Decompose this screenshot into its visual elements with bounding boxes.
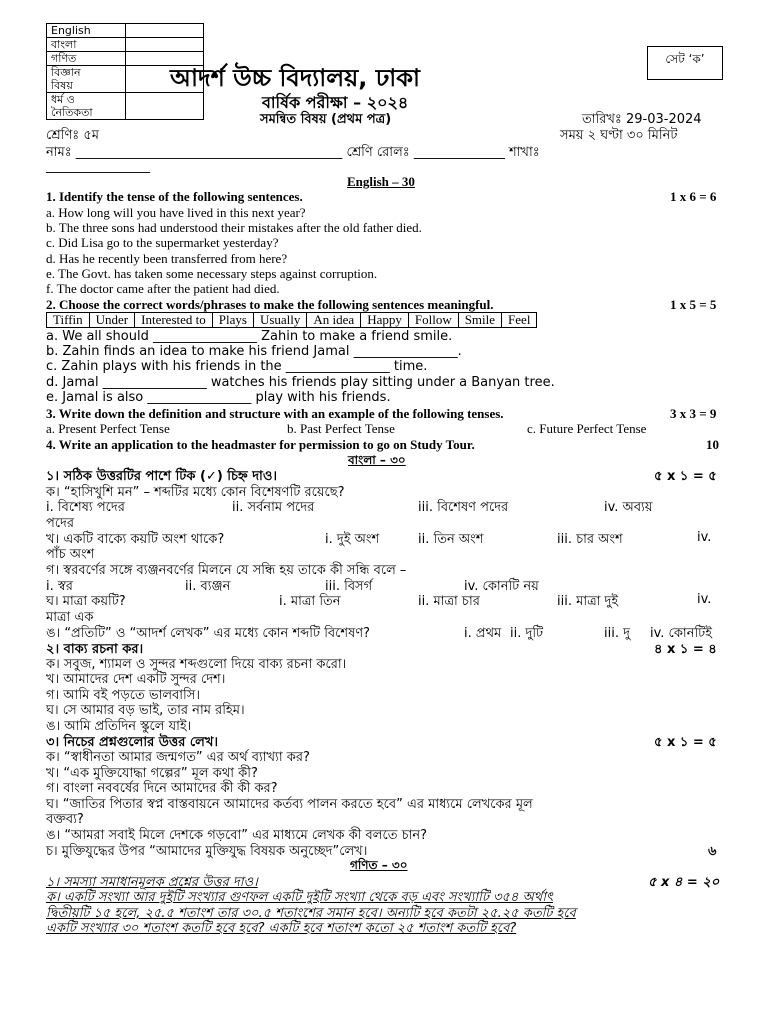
subject-label: ধর্ম ও নৈতিকতা [47,93,126,120]
math-q1-line: একটি সংখ্যার ৩০ শতাংশ কতটি হবে হবে? একটি হবে শতাংশ কতো ২৫ শতাংশ কতটি হবে? [46,921,517,936]
subject-row [47,38,204,52]
option: iv. অব্যয় [604,500,653,515]
english-q3-marks: 3 x 3 = 9 [670,406,717,421]
option: iii. মাত্রা দুই [557,594,619,609]
option: iv. [697,592,712,607]
option-cont: পদের [46,516,75,531]
exam-name: বার্ষিক পরীক্ষা – ২০২৪ [262,93,409,112]
math-q1-marks: ৫ x ৪ = ২০ [648,875,720,890]
option-cont: পাঁচ অংশ [46,547,95,562]
word-option: Feel [502,313,537,328]
time-label: সময় ২ ঘণ্টা ৩০ মিনিট [560,128,678,143]
school-name: আদর্শ উচ্চ বিদ্যালয়, ঢাকা [170,64,420,92]
bangla-q1-i: ক। “হাসিখুশি মন” – শব্দটির মধ্যে কোন বিশেষণটি রয়েছে? [46,485,345,500]
bangla-q3-item: খ। “এক মুক্তিযোদ্ধা গল্পের” মূল কথা কী? [46,766,258,781]
option: ii. সর্বনাম পদের [232,500,315,515]
english-q3-item: c. Future Perfect Tense [527,421,647,436]
english-q2-title: 2. Choose the correct words/phrases to make the following sentences meaningful. [46,297,494,312]
bangla-q3-marks: ৫ x ১ = ৫ [654,735,717,750]
bangla-q2-item: ঘ। সে আমার বড় ভাই, তার নাম রহিম। [46,703,245,718]
subject-label: গণিত [47,52,126,66]
bangla-q2-item: খ। আমাদের দেশ একটি সুন্দর দেশ। [46,672,226,687]
english-q2-item: c. Zahin plays with his friends in the ________________ time. [46,359,428,374]
word-option: An idea [307,313,361,328]
option: iii. দু [604,626,630,641]
bangla-q1-title: ১। সঠিক উত্তরটির পাশে টিক (✓) চিহ্ন দাও। [46,469,278,484]
english-q3-item: a. Present Perfect Tense [46,421,170,436]
english-q1-item: a. How long will you have lived in this next year? [46,205,306,220]
exam-date: তারিখঃ 29-03-2024 [582,112,702,127]
english-q1-item: d. Has he recently been transferred from here? [46,251,288,266]
bangla-q3-item: ঙ। “আমরা সবাই মিলে দেশকে গড়বো” এর মাধ্যমে লেখক কী বলতে চান? [46,828,428,843]
english-q2-item: a. We all should ________________ Zahin to make a friend smile. [46,329,453,344]
word-option: Usually [253,313,306,328]
subject-mark-cell [126,24,204,38]
subject-label: বাংলা [47,38,126,52]
english-q2-item: e. Jamal is also ________________ play with his friends. [46,390,391,405]
word-option: Happy [361,313,409,328]
bangla-q3-last-marks: ৬ [708,844,717,859]
english-heading: English – 30 [347,174,415,189]
english-q3-item: b. Past Perfect Tense [287,421,395,436]
option: i. স্বর [46,579,73,594]
english-q1-item: e. The Govt. has taken some necessary steps against corruption. [46,266,378,281]
bangla-heading: বাংলা – ৩০ [348,453,406,467]
option: ii. ব্যঞ্জন [185,579,231,594]
option: iv. [697,530,712,545]
math-q1-title: ১। সমস্যা সমাধানমূলক প্রশ্নের উত্তর দাও। [46,875,258,890]
bangla-q1-marks: ৫ x ১ = ৫ [654,469,717,484]
english-q2-marks: 1 x 5 = 5 [670,297,717,312]
exam-subject: সমন্বিত বিষয় (প্রথম পত্র) [260,112,392,127]
english-q2-item: b. Zahin finds an idea to make his friend Jamal ________________. [46,344,462,359]
name-line-cont: ________________ [46,159,150,174]
subject-label: বিজ্ঞান বিষয় [47,66,126,93]
option-cont: মাত্রা এক [46,610,94,625]
word-option: Smile [458,313,501,328]
english-q1-item: b. The three sons had understood their mistakes after the old father died. [46,220,422,235]
word-box [46,312,537,328]
english-q4-marks: 10 [706,437,719,452]
english-q1-item: c. Did Lisa go to the supermarket yesterday? [46,235,279,250]
bangla-q3-item: ঘ। “জাতির পিতার স্বপ্ন বাস্তবায়নে আমাদের কর্তব্য পালন করতে হবে” এর মাধ্যমে লেখকের মূল [46,797,533,812]
bangla-q1-iv: ঘ। মাত্রা কয়টি? [46,594,126,609]
option: ii. তিন অংশ [418,532,484,547]
option: i. প্রথম [464,626,502,641]
math-q1-line: ক। একটি সংখ্যা আর দুইটি সংখ্যার গুণফল একটি দুইটি সংখ্যা থেকে বড় এবং সংখ্যাটি ৩৫৪ অর্থাৎ [46,890,553,905]
english-q1-item: f. The doctor came after the patient had died. [46,281,280,296]
option: iii. বিশেষণ পদের [418,500,509,515]
bangla-q3-item: গ। বাংলা নববর্ষের দিনে আমাদের কী কী কর? [46,781,278,796]
name-line: নামঃ _________________________________________ শ্রেণি রোলঃ ______________ শাখাঃ [46,145,540,160]
bangla-q3-item: বক্তব্য? [46,812,84,827]
set-label: সেট ‘ক’ [647,46,723,80]
option: i. মাত্রা তিন [279,594,341,609]
bangla-q3-title: ৩। নিচের প্রশ্নগুলোর উত্তর লেখ। [46,735,219,750]
bangla-q1-ii: খ। একটি বাক্যে কয়টি অংশ থাকে? [46,532,225,547]
bangla-q1-v: ঙ। “প্রতিটি” ও “আদর্শ লেখক” এর মধ্যে কোন শব্দটি বিশেষণ? [46,626,370,641]
bangla-q1-iii: গ। স্বরবর্ণের সঙ্গে ব্যঞ্জনবর্ণের মিলনে যে সন্ধি হয় তাকে কী সন্ধি বলে – [46,563,407,578]
option: iv. কোনটিই [650,626,713,641]
option: i. বিশেষ্য পদের [46,500,125,515]
option: iii. চার অংশ [557,532,623,547]
option: ii. দুটি [510,626,544,641]
bangla-q3-item: ক। “স্বাধীনতা আমার জন্মগত” এর অর্থ ব্যাখ্যা কর? [46,750,310,765]
subject-mark-cell [126,38,204,52]
bangla-q3-item: চ। মুক্তিযুদ্ধের উপর “আমাদের মুক্তিযুদ্ধ বিষয়ক অনুচ্ছেদ”লেখ। [46,844,368,859]
math-heading: গণিত – ৩০ [350,858,408,872]
bangla-q2-item: ক। সবুজ, শ্যামল ও সুন্দর শব্দগুলো দিয়ে বাক্য রচনা করো। [46,657,347,672]
word-option: Interested to [135,313,213,328]
english-q4-title: 4. Write an application to the headmaster for permission to go on Study Tour. [46,437,475,452]
word-option: Follow [408,313,458,328]
word-option: Plays [212,313,253,328]
bangla-q2-item: গ। আমি বই পড়তে ভালবাসি। [46,688,200,703]
option: i. দুই অংশ [325,532,380,547]
class-label: শ্রেণিঃ ৫ম [46,128,100,143]
option: iv. কোনটি নয় [464,579,539,594]
english-q2-item: d. Jamal ________________ watches his friends play sitting under a Banyan tree. [46,375,555,390]
english-q1-title: 1. Identify the tense of the following sentences. [46,189,303,204]
english-q1-marks: 1 x 6 = 6 [670,189,717,204]
word-option: Tiffin [47,313,90,328]
subject-row [47,24,204,38]
math-q1-line: দ্বিতীয়টি ১৫ হলে, ২৫.৫ শতাংশ তার ৩০.৫ শতাংশের সমান হবে। অন্যটি হবে কতটা ২৫.২৫ কতটি হবে [46,906,576,921]
bangla-q2-item: ঙ। আমি প্রতিদিন স্কুলে যাই। [46,719,192,734]
option: iii. বিসর্গ [325,579,373,594]
bangla-q2-marks: ৪ x ১ = ৪ [654,642,717,657]
word-option: Under [89,313,135,328]
option: ii. মাত্রা চার [418,594,480,609]
subject-label: English [47,24,126,38]
english-q3-title: 3. Write down the definition and structure with an example of the following tenses. [46,406,504,421]
bangla-q2-title: ২। বাক্য রচনা কর। [46,642,144,657]
